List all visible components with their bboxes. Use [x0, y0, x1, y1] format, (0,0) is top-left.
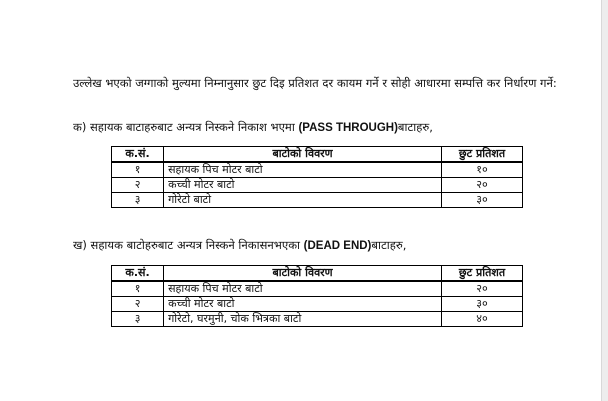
cell-description: कच्ची मोटर बाटो	[164, 297, 442, 312]
col-description: बाटोको विवरण	[164, 266, 442, 282]
cell-discount: ३०	[441, 193, 522, 208]
table-header-row	[112, 266, 523, 282]
table-row	[112, 178, 523, 193]
section-b-heading	[73, 238, 406, 253]
intro-paragraph: उल्लेख भएको जग्गाको मुल्यमा निम्नानुसार छुट दिइ प्रतिशत दर कायम गर्ने र सोही आधारमा सम्पत्ति कर निर्धारण गर्ने:	[73, 76, 557, 90]
cell-serial: ३	[112, 193, 164, 208]
section-b-suffix: बाटाहरु,	[371, 238, 407, 252]
table-row	[112, 297, 523, 312]
cell-description: गोरेटो बाटो	[164, 193, 442, 208]
cell-discount: २०	[441, 178, 522, 193]
col-serial: क.सं.	[112, 266, 164, 282]
section-a-prefix: क) सहायक बाटाहरुबाट अन्यत्र निस्कने निकाश भएमा	[73, 120, 295, 134]
table-row	[112, 312, 523, 327]
section-b-english: (DEAD END)	[303, 240, 372, 252]
section-b-prefix: ख) सहायक बाटोहरुबाट अन्यत्र निस्कने निकासनभएका	[73, 238, 301, 252]
cell-description: गोरेटो, घरमुनी, चोक भित्रका बाटो	[164, 312, 442, 327]
cell-discount: ४०	[441, 312, 522, 327]
section-a-suffix: बाटाहरु,	[397, 120, 433, 134]
col-serial: क.सं.	[112, 147, 164, 163]
section-a-english: (PASS THROUGH)	[298, 122, 398, 134]
cell-description: सहायक पिच मोटर बाटो	[164, 281, 442, 297]
section-a-heading	[73, 120, 433, 135]
col-discount: छुट प्रतिशत	[441, 266, 522, 282]
section-a-table	[111, 146, 523, 208]
window-edge	[601, 0, 608, 401]
cell-serial: १	[112, 162, 164, 178]
cell-discount: १०	[441, 162, 522, 178]
table-row	[112, 162, 523, 178]
col-discount: छुट प्रतिशत	[441, 147, 522, 163]
section-b-table	[111, 265, 523, 327]
cell-description: कच्ची मोटर बाटो	[164, 178, 442, 193]
table-row	[112, 281, 523, 297]
col-description: बाटोको विवरण	[164, 147, 442, 163]
cell-serial: १	[112, 281, 164, 297]
table-row	[112, 193, 523, 208]
cell-serial: २	[112, 178, 164, 193]
cell-discount: २०	[441, 281, 522, 297]
cell-discount: ३०	[441, 297, 522, 312]
table-header-row	[112, 147, 523, 163]
cell-serial: २	[112, 297, 164, 312]
cell-description: सहायक पिच मोटर बाटो	[164, 162, 442, 178]
cell-serial: ३	[112, 312, 164, 327]
